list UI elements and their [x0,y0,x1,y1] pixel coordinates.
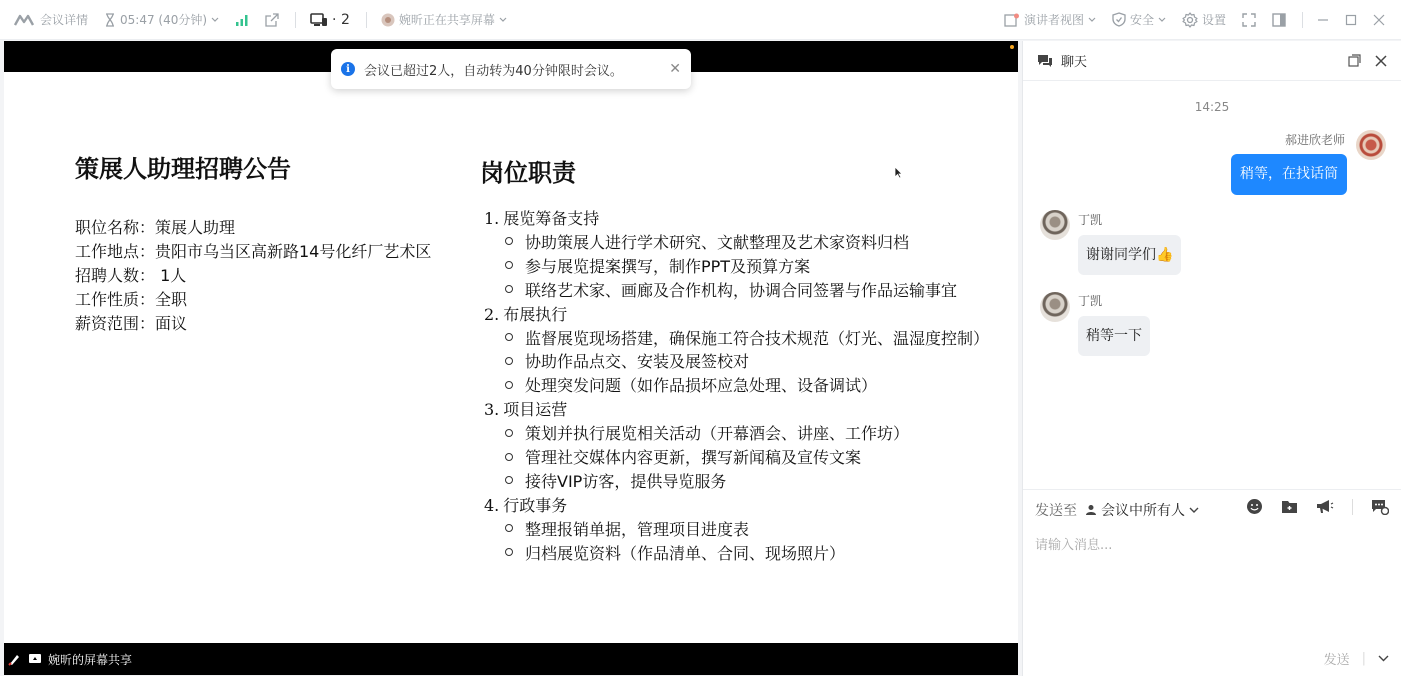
chat-bubble-icon [1037,54,1053,68]
sidebar-layout-icon [1272,13,1286,27]
message-bubble: 稍等，在找话筒 [1231,154,1347,195]
chevron-down-icon [499,17,507,23]
field-salary: 薪资范围：面议 [75,314,188,333]
devices-button[interactable] [310,12,350,28]
field-location: 工作地点：贵阳市乌当区高新路14号化纤厂艺术区 [75,242,432,261]
popout-button[interactable] [265,13,279,27]
duties-list [484,207,989,566]
duty-item: 整理报销单据，管理项目进度表 [484,518,989,542]
send-row [1324,649,1389,668]
chat-header [1023,41,1401,81]
meeting-details-label: 会议详情 [40,13,89,27]
user-icon [1085,504,1097,516]
chevron-down-icon[interactable] [1378,655,1389,662]
popout-chat-icon[interactable] [1348,54,1361,67]
message-bubble: 谢谢同学们👍 [1078,235,1181,275]
security-button[interactable] [1112,11,1166,28]
settings-label: 设置 [1201,13,1226,27]
settings-button[interactable] [1182,11,1226,28]
sharer-avatar [381,13,395,27]
duty-section: 3. 项目运营 [484,400,568,420]
chat-panel [1022,41,1401,676]
duty-item: 接待VIP访客，提供导览服务 [484,470,989,494]
maximize-icon [1345,14,1357,26]
chat-settings-icon[interactable] [1371,499,1389,515]
timer-label: 05:47 (40分钟) [120,13,208,27]
message-sender-name: 郝进欣老师 [1284,133,1345,147]
network-signal-button[interactable] [235,13,249,27]
signal-bars-icon [235,13,249,27]
chevron-down-icon [1189,507,1199,514]
presenter-view-button[interactable] [1004,11,1096,28]
layout-toggle-button[interactable] [1272,13,1286,27]
avatar [1040,292,1070,322]
toolbar-divider [1302,12,1303,28]
message-sender-name: 丁凯 [1078,294,1103,308]
chat-timestamp: 14:25 [1194,100,1230,114]
screen-share-icon [28,653,42,665]
duty-item: 策划并执行展览相关活动（开幕酒会、讲座、工作坊） [484,422,989,446]
minimize-icon [1317,14,1329,26]
sharing-status[interactable] [381,11,507,28]
meeting-timer[interactable] [104,11,219,28]
send-to-target[interactable] [1085,500,1199,520]
field-position: 职位名称：策展人助理 [75,218,236,237]
announcement-icon[interactable] [1316,499,1334,514]
presenter-view-label: 演讲者视图 [1023,13,1084,27]
message-sender-name: 丁凯 [1078,213,1103,227]
tools-divider [1352,499,1353,515]
close-window-button[interactable] [1373,14,1385,26]
chat-title: 聊天 [1061,55,1088,70]
recording-indicator [1010,45,1014,49]
gear-icon [1182,12,1198,28]
chat-compose-area [1023,489,1401,676]
field-headcount: 招聘人数： 1人 [75,266,187,285]
duty-item: 协助策展人进行学术研究、文献整理及艺术家资料归档 [484,231,989,255]
shield-icon [1112,12,1126,27]
external-link-icon [265,13,279,27]
compose-tools [1246,498,1389,515]
duty-section: 4. 行政事务 [484,495,568,515]
duty-item: 处理突发问题（如作品损坏应急处理、设备调试） [484,374,989,398]
chevron-down-icon [211,17,219,23]
security-label: 安全 [1129,13,1154,27]
field-job-type: 工作性质：全职 [75,290,188,309]
chevron-down-icon [1088,17,1096,23]
duty-section: 2. 布展执行 [484,304,568,324]
duties-heading: 岗位职责 [480,159,576,187]
meeting-toolbar [0,0,1401,40]
send-to-selector[interactable] [1035,500,1199,520]
avatar [1356,130,1386,160]
hourglass-icon [104,13,116,27]
send-button[interactable]: 发送 [1323,653,1350,668]
shared-screen [4,41,1018,675]
monitor-phone-icon [310,13,328,27]
avatar [1040,210,1070,240]
sharing-status-label: 婉昕正在共享屏幕 [398,13,495,27]
share-status-label: 婉昕的屏幕共享 [48,652,133,667]
send-divider: | [1361,651,1366,666]
message-bubble: 稍等一下 [1078,316,1150,356]
duty-item: 归档展览资料（作品清单、合同、现场照片） [484,542,989,566]
job-title-heading: 策展人助理招聘公告 [75,155,291,183]
send-to-label: 发送至 [1035,503,1077,519]
notice-close-icon[interactable]: ✕ [669,61,681,77]
duty-section: 1. 展览筹备支持 [484,209,600,228]
job-fields [75,216,431,336]
time-limit-notice [331,49,691,89]
duty-item: 管理社交媒体内容更新，撰写新闻稿及宣传文案 [484,446,989,470]
chevron-down-icon [1158,17,1166,23]
maximize-button[interactable] [1345,14,1357,26]
notice-text: 会议已超过2人，自动转为40分钟限时会议。 [364,63,623,79]
meeting-details-button[interactable] [14,11,88,28]
fullscreen-icon [1242,13,1256,27]
fullscreen-button[interactable] [1242,13,1256,27]
duty-item: 参与展览提案撰写，制作PPT及预算方案 [484,255,989,279]
duty-item: 协助作品点交、安装及展签校对 [484,350,989,374]
emoji-icon[interactable] [1246,498,1263,515]
send-to-target-label: 会议中所有人 [1101,503,1185,519]
message-input[interactable]: 请输入消息... [1035,538,1113,553]
annotate-icon[interactable] [8,652,22,666]
file-folder-icon[interactable] [1281,499,1298,514]
mouse-cursor-icon [894,164,903,183]
share-status-bar [4,643,1018,675]
meeting-logo-icon [14,14,36,26]
duty-item: 联络艺术家、画廊及合作机构，协调合同签署与作品运输事宜 [484,279,989,303]
close-chat-icon[interactable] [1375,55,1387,67]
minimize-button[interactable] [1317,14,1329,26]
close-icon [1373,14,1385,26]
presenter-view-icon [1004,13,1020,27]
toolbar-divider [366,12,367,28]
duty-item: 监督展览现场搭建，确保施工符合技术规范（灯光、温湿度控制） [484,327,989,351]
info-icon: i [341,62,355,76]
toolbar-divider [295,12,296,28]
participants-count: · 2 [332,11,350,28]
